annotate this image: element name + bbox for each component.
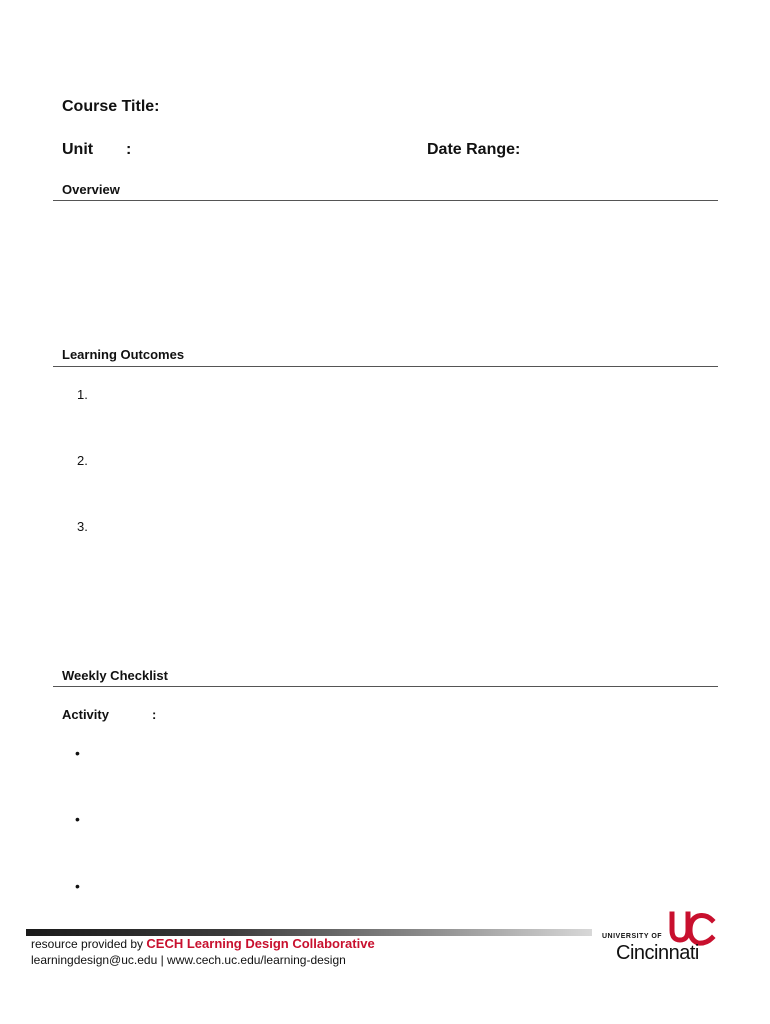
uc-logo-cincinnati-text: Cincinnati xyxy=(616,942,699,964)
outcome-number-3: 3. xyxy=(77,519,88,534)
checklist-bullet-2: • xyxy=(75,811,80,827)
weekly-checklist-divider xyxy=(53,686,718,687)
activity-label: Activity xyxy=(62,707,109,722)
overview-divider xyxy=(53,200,718,201)
checklist-bullet-1: • xyxy=(75,745,80,761)
footer-brand-link[interactable]: CECH Learning Design Collaborative xyxy=(146,936,375,951)
activity-colon: : xyxy=(152,707,157,722)
weekly-checklist-heading: Weekly Checklist xyxy=(62,668,168,683)
footer-gradient-band xyxy=(26,929,592,936)
date-range-label: Date Range: xyxy=(427,141,521,158)
footer-contact-line[interactable]: learningdesign@uc.edu | www.cech.uc.edu/learning-design xyxy=(31,953,346,967)
unit-label: Unit xyxy=(62,141,94,158)
footer-resource-prefix: resource provided by xyxy=(31,937,147,951)
overview-heading: Overview xyxy=(62,182,120,197)
learning-outcomes-heading: Learning Outcomes xyxy=(62,347,185,362)
outcome-number-2: 2. xyxy=(77,453,88,468)
course-title-label: Course Title: xyxy=(62,98,160,115)
outcome-number-1: 1. xyxy=(77,387,88,402)
unit-colon: : xyxy=(126,141,132,158)
checklist-bullet-3: • xyxy=(75,878,80,894)
learning-outcomes-divider xyxy=(53,366,718,367)
footer-resource-line xyxy=(31,936,375,951)
uc-logo-university-text: UNIVERSITY OF xyxy=(602,933,663,940)
